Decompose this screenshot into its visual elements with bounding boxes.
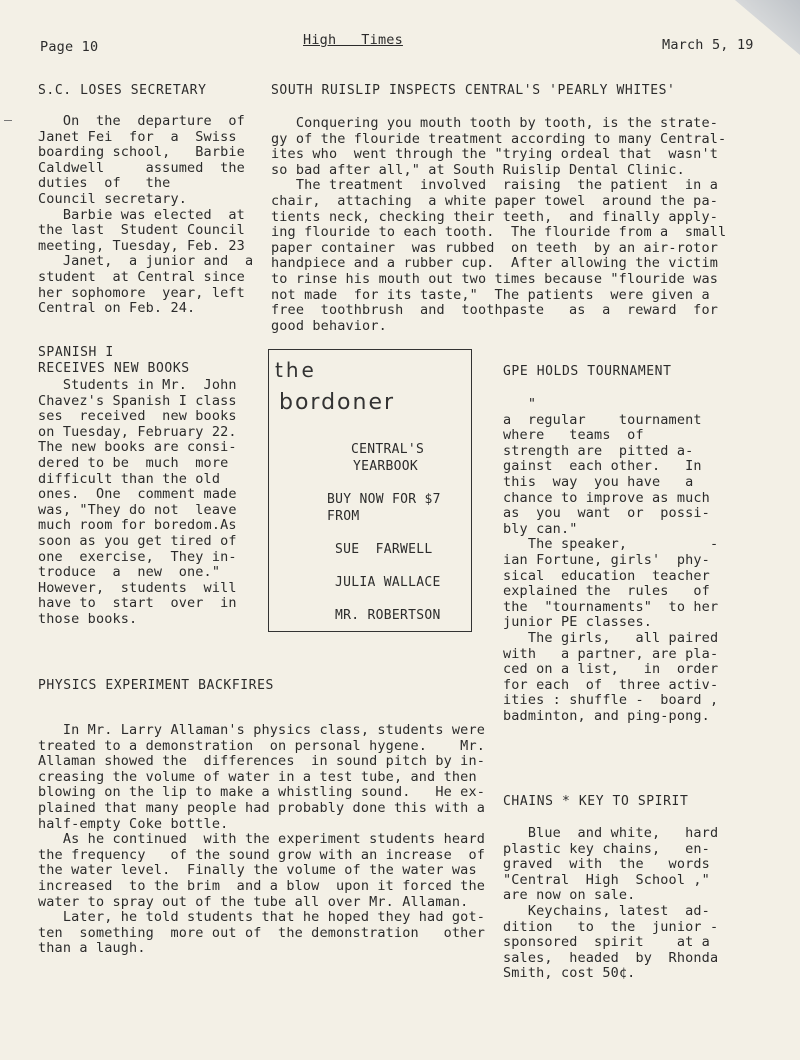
spanish-article-line: difficult than the old — [38, 470, 221, 487]
dental-article-line: good behavior. — [271, 317, 387, 334]
dental-article-line: free toothbrush and toothpaste as a reward for — [271, 302, 718, 319]
dental-article-line: Conquering you mouth tooth by tooth, is the strate- — [271, 115, 718, 131]
physics-article-line: treated to a demonstration on personal hygene. Mr. — [38, 737, 485, 754]
spanish-article-line: ses received new books — [38, 408, 237, 425]
gpe-article-line: junior PE classes. — [503, 614, 652, 631]
dental-article-line: ites who went through the "trying ordeal that wasn't — [271, 146, 718, 163]
gpe-article-line: ities : shuffle - board , — [503, 692, 719, 709]
spanish-article — [38, 378, 237, 628]
ad-line-centrals: CENTRAL'S — [351, 442, 425, 457]
spanish-headline-line-2: RECEIVES NEW BOOKS — [38, 361, 190, 376]
physics-article-line: creasing the volume of water in a test tube, and then — [38, 768, 477, 785]
spanish-article-line: on Tuesday, February 22. — [38, 423, 237, 440]
gpe-article-line: The speaker, - — [503, 536, 719, 553]
spanish-article-line: dered to be much more — [38, 454, 229, 471]
sc-article-line: Janet Fei for a Swiss — [38, 128, 237, 145]
sc-article-line: Caldwell assumed the — [38, 159, 245, 176]
sc-article-line: Central on Feb. 24. — [38, 300, 196, 317]
dental-article-line: ing flouride to each tooth. The flouride from a small — [271, 224, 727, 241]
chains-article-line: Keychains, latest ad- — [503, 902, 710, 919]
gpe-article-line: gainst each other. In — [503, 458, 702, 475]
dental-article-line: chair, attaching a white paper towel around the pa- — [271, 192, 718, 209]
sc-article-line: Barbie was elected at — [38, 206, 245, 223]
margin-mark — [4, 120, 12, 121]
gpe-article-line: ced on a list, in order — [503, 661, 719, 678]
physics-headline: PHYSICS EXPERIMENT BACKFIRES — [38, 678, 274, 693]
sc-article — [38, 114, 253, 317]
dental-article-line: gy of the flouride treatment according to many Central- — [271, 130, 727, 147]
physics-article-line: Allaman showed the differences in sound pitch by in- — [38, 753, 485, 770]
physics-article-line: than a laugh. — [38, 940, 146, 957]
chains-article-line: graved with the words — [503, 856, 710, 873]
sc-article-line: the last Student Council — [38, 222, 245, 239]
physics-article-line: increased to the brim and a blow upon it forced the — [38, 877, 485, 894]
page-number: Page 10 — [40, 39, 99, 55]
spanish-article-line: one exercise, They in- — [38, 548, 237, 565]
physics-article-line: water to spray out of the tube all over Mr. Allaman. — [38, 893, 469, 910]
physics-article-line: blowing on the lip to make a whistling sound. He ex- — [38, 784, 485, 801]
gpe-article-line: with a partner, are pla- — [503, 645, 719, 662]
gpe-article-line: sical education teacher — [503, 567, 710, 584]
physics-article-line: ten something more out of the demonstration other — [38, 924, 485, 941]
spanish-article-line: soon as you get tired of — [38, 532, 237, 549]
sc-article-line: student at Central since — [38, 268, 245, 285]
sc-article-line: her sophomore year, left — [38, 284, 245, 301]
gpe-article-line: the "tournaments" to her — [503, 598, 719, 615]
gpe-article-line: explained the rules of — [503, 583, 710, 600]
gpe-article-line: as you want or possi- — [503, 505, 710, 522]
gpe-article-line: a regular tournament — [503, 411, 702, 428]
gpe-article-line: this way you have a — [503, 473, 694, 490]
ad-line-seller-3: MR. ROBERTSON — [335, 608, 441, 623]
spanish-article-line: ones. One comment made — [38, 486, 237, 503]
gpe-article-line: strength are pitted a- — [503, 442, 694, 459]
spanish-article-line: Chavez's Spanish I class — [38, 392, 237, 409]
chains-article-line: "Central High School ," — [503, 871, 710, 888]
dental-article — [271, 116, 726, 334]
gpe-article-line: The girls, all paired — [503, 629, 719, 646]
ad-line-yearbook: YEARBOOK — [353, 459, 419, 474]
chains-article-line: plastic key chains, en- — [503, 840, 710, 857]
chains-article-line: are now on sale. — [503, 887, 636, 904]
gpe-article-line: chance to improve as much — [503, 489, 710, 506]
sc-article-line: Janet, a junior and a — [38, 253, 254, 270]
dental-headline: SOUTH RUISLIP INSPECTS CENTRAL'S 'PEARLY WHITES' — [271, 83, 676, 98]
paper-title: High Times — [303, 32, 403, 48]
issue-date: March 5, 19 — [662, 37, 754, 53]
ad-line-seller-1: SUE FARWELL — [335, 542, 433, 557]
chains-article-line: dition to the junior - — [503, 918, 719, 935]
dental-article-line: not made for its taste," The patients were given a — [271, 286, 710, 303]
spanish-article-line: The new books are consi- — [38, 439, 237, 456]
chains-article-line: Blue and white, hard — [503, 825, 719, 841]
sc-article-line: Council secretary. — [38, 190, 187, 207]
ad-line-price: BUY NOW FOR $7 — [327, 492, 441, 507]
physics-article — [38, 723, 485, 957]
dental-article-line: The treatment involved raising the patient in a — [271, 177, 718, 194]
spanish-article-line: have to start over in — [38, 595, 237, 612]
chains-article-line: Smith, cost 50¢. — [503, 965, 636, 982]
ad-brand-bordoner: bordoner — [279, 390, 396, 415]
spanish-headline-line-1: SPANISH I — [38, 345, 114, 360]
spanish-article-line: Students in Mr. John — [38, 377, 237, 393]
physics-article-line: the frequency of the sound grow with an increase of — [38, 846, 485, 863]
dental-article-line: paper container was rubbed on teeth by an air-rotor — [271, 239, 718, 256]
gpe-article-line: for each of three activ- — [503, 676, 719, 693]
chains-headline: CHAINS * KEY TO SPIRIT — [503, 794, 689, 809]
sc-headline: S.C. LOSES SECRETARY — [38, 83, 207, 98]
physics-article-line: As he continued with the experiment students heard — [38, 831, 485, 848]
spanish-article-line: those books. — [38, 610, 138, 627]
gpe-article-line: bly can." — [503, 520, 578, 537]
spanish-article-line: troduce a new one." — [38, 564, 221, 581]
chains-article-line: sponsored spirit at a — [503, 934, 710, 951]
gpe-article-line: badminton, and ping-pong. — [503, 707, 710, 724]
physics-article-line: half-empty Coke bottle. — [38, 815, 229, 832]
physics-article-line: the water level. Finally the volume of the water was — [38, 862, 477, 879]
chains-article — [503, 826, 718, 982]
ad-brand-the: the — [275, 358, 317, 382]
spanish-article-line: much room for boredom.As — [38, 517, 237, 534]
spanish-article-line: However, students will — [38, 579, 237, 596]
physics-article-line: Later, he told students that he hoped they had got- — [38, 909, 485, 926]
sc-article-line: boarding school, Barbie — [38, 144, 245, 161]
dental-article-line: tients neck, checking their teeth, and finally apply- — [271, 208, 718, 225]
chains-article-line: sales, headed by Rhonda — [503, 949, 719, 966]
sc-article-line: duties of the — [38, 175, 171, 192]
gpe-headline: GPE HOLDS TOURNAMENT — [503, 364, 672, 379]
sc-article-line: On the departure of — [38, 113, 245, 129]
spanish-article-line: was, "They do not leave — [38, 501, 237, 518]
ad-line-from: FROM — [327, 509, 360, 524]
dental-article-line: so bad after all," at South Ruislip Dental Clinic. — [271, 161, 685, 178]
dental-article-line: handpiece and a rubber cup. After allowing the victim — [271, 255, 718, 272]
gpe-article — [503, 397, 718, 724]
gpe-article-line: where teams of — [503, 427, 644, 444]
physics-article-line: plained that many people had probably done this with a — [38, 799, 485, 816]
ad-line-seller-2: JULIA WALLACE — [335, 575, 441, 590]
gpe-article-line: ian Fortune, girls' phy- — [503, 551, 710, 568]
dental-article-line: to rinse his mouth out two times because "flouride was — [271, 270, 718, 287]
physics-article-line: In Mr. Larry Allaman's physics class, students were — [38, 722, 485, 738]
sc-article-line: meeting, Tuesday, Feb. 23 — [38, 237, 245, 254]
yearbook-ad — [268, 349, 472, 632]
gpe-article-line: " — [503, 396, 537, 412]
